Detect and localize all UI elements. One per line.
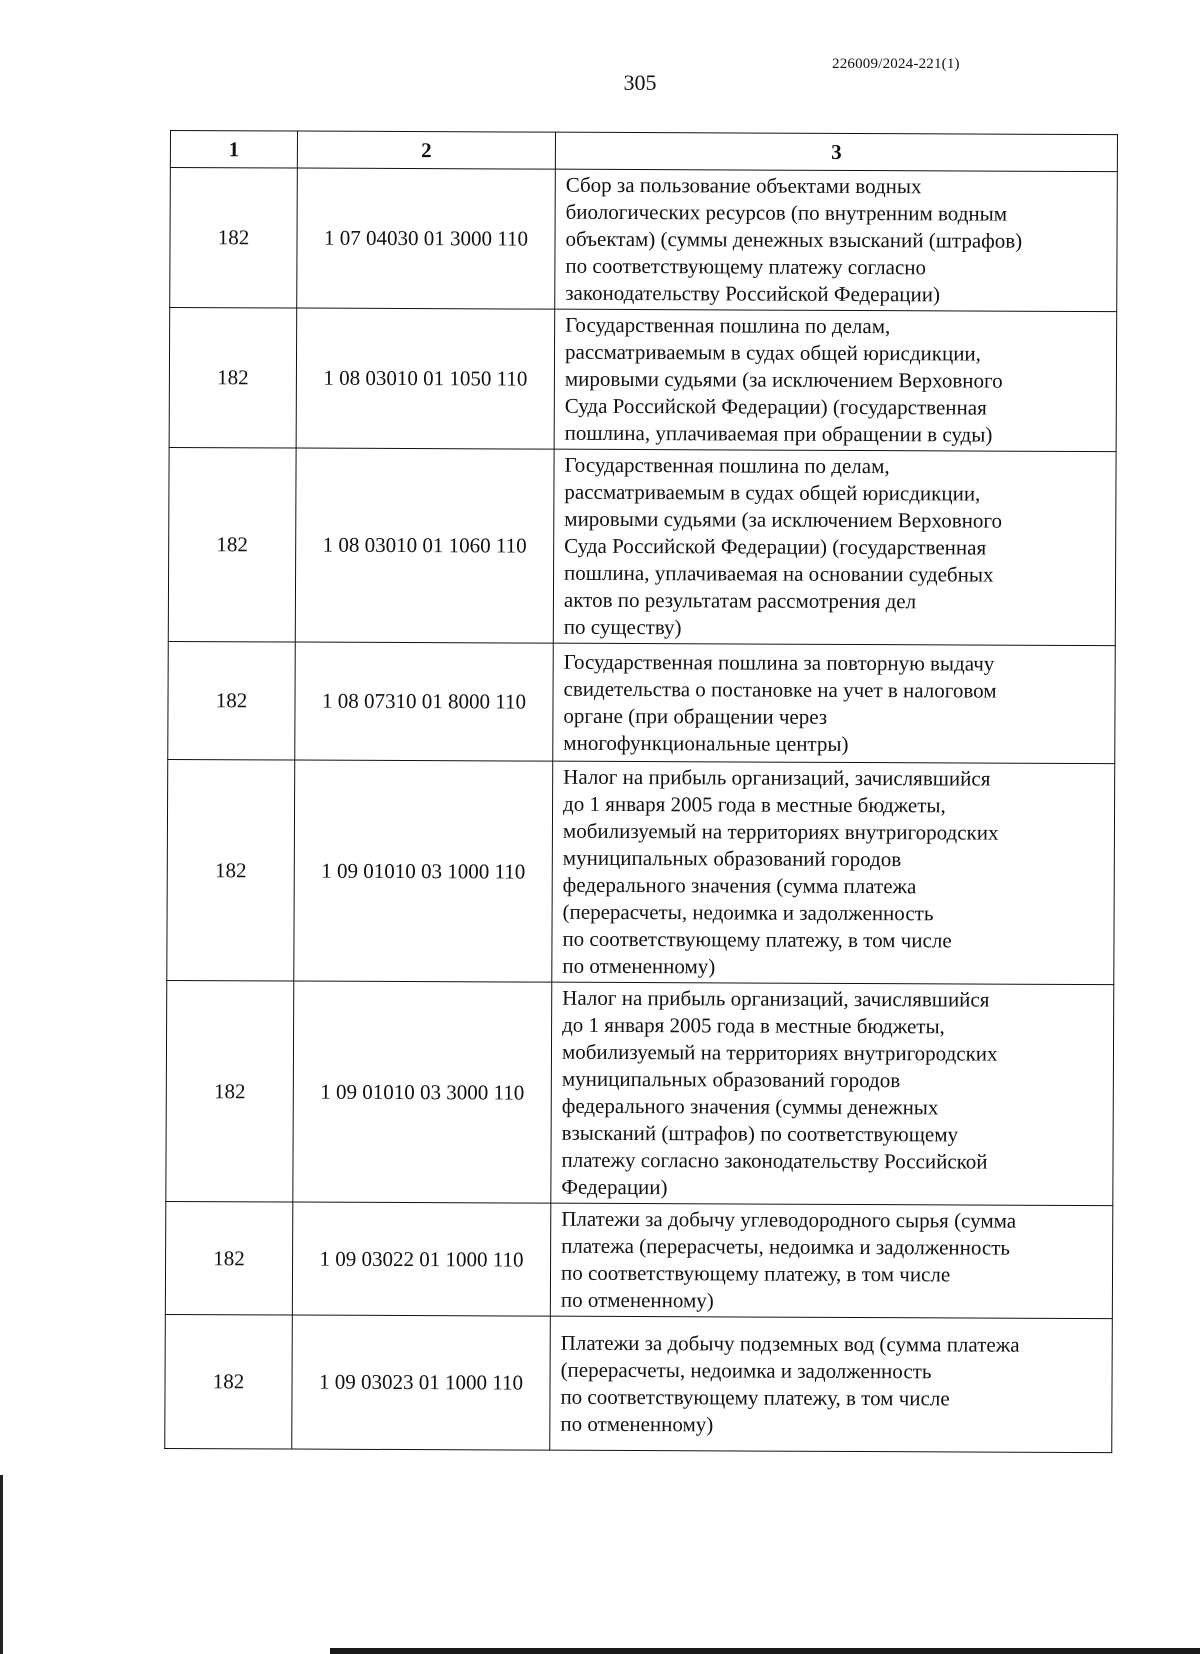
admin-code-cell: 182 (170, 168, 298, 309)
table-header (170, 131, 1117, 172)
kbk-code-cell: 1 09 03023 01 1000 110 (292, 1315, 551, 1450)
header-row (170, 131, 1117, 172)
column-header-2: 2 (297, 131, 555, 169)
table-row (168, 447, 1116, 645)
admin-code-cell: 182 (167, 759, 295, 981)
table-row (169, 308, 1117, 452)
admin-code-cell: 182 (168, 447, 296, 642)
description-cell: Платежи за добычу углеводородного сырья (сумма платежа (перерасчеты, недоимка и задолженность по соответствующему платежу, в том числе по отмененному) (550, 1203, 1112, 1318)
description-cell: Налог на прибыль организаций, зачислявшийся до 1 января 2005 года в местные бюджеты, мобилизуемый на территориях внутригородских муниципальных образований городов федерального значения (сумма платежа (перерасчеты, недоимка и задолженность по соответствующему платежу, в том числе по отмененному) (552, 761, 1115, 984)
page-number: 305 (623, 70, 657, 95)
kbk-code-cell: 1 09 01010 03 3000 110 (293, 981, 552, 1203)
description-cell: Государственная пошлина по делам, рассматриваемым в судах общей юрисдикции, мировыми судьями (за исключением Верховного Суда Российской Федерации) (государственная пошлина, уплачиваемая на основании судебных актов по результатам рассмотрения дел по существу) (553, 449, 1116, 645)
admin-code-cell: 182 (165, 1201, 292, 1315)
column-header-1: 1 (170, 131, 297, 169)
kbk-code-cell: 1 08 07310 01 8000 110 (295, 642, 554, 761)
description-cell: Налог на прибыль организаций, зачислявшийся до 1 января 2005 года в местные бюджеты, мобилизуемый на территориях внутригородских муниципальных образований городов федерального значения (суммы денежных взысканий (штрафов) по соответствующему платежу согласно законодательству Российской Федерации) (551, 982, 1114, 1205)
description-cell: Платежи за добычу подземных вод (сумма платежа (перерасчеты, недоимка и задолженность по соответствующему платежу, в том числе по отмененному) (550, 1316, 1113, 1452)
table-row (165, 1201, 1112, 1318)
budget-codes-table (164, 130, 1118, 1453)
kbk-code-cell: 1 09 03022 01 1000 110 (292, 1202, 550, 1316)
table-container (164, 130, 1117, 1453)
table-row (168, 641, 1116, 763)
description-cell: Государственная пошлина по делам, рассматриваемым в судах общей юрисдикции, мировыми судьями (за исключением Верховного Суда Российской Федерации) (государственная пошлина, уплачиваемая при обращении в суды) (554, 309, 1117, 451)
kbk-code-cell: 1 08 03010 01 1060 110 (295, 448, 554, 643)
table-body (165, 168, 1118, 1453)
table-row (167, 759, 1115, 984)
admin-code-cell: 182 (168, 641, 296, 760)
scan-bottom-edge-mark (330, 1648, 1200, 1654)
table-row (170, 168, 1118, 312)
column-header-3: 3 (555, 132, 1117, 171)
admin-code-cell: 182 (165, 1314, 293, 1449)
description-cell: Сбор за пользование объектами водных биологических ресурсов (по внутренним водным объектам) (суммы денежных взысканий (штрафов) по соответствующему платежу согласно законодательству Российской Федерации) (555, 169, 1118, 311)
document-registration-number: 226009/2024-221(1) (832, 56, 960, 72)
scan-left-edge-mark (0, 1475, 3, 1654)
kbk-code-cell: 1 08 03010 01 1050 110 (296, 308, 555, 449)
table-row (166, 980, 1114, 1205)
table-row (165, 1314, 1113, 1452)
kbk-code-cell: 1 07 04030 01 3000 110 (297, 168, 556, 309)
admin-code-cell: 182 (166, 980, 294, 1202)
description-cell: Государственная пошлина за повторную выдачу свидетельства о постановке на учет в налоговом органе (при обращении через многофункциональные центры) (553, 643, 1116, 763)
kbk-code-cell: 1 09 01010 03 1000 110 (294, 760, 553, 982)
admin-code-cell: 182 (169, 308, 297, 449)
